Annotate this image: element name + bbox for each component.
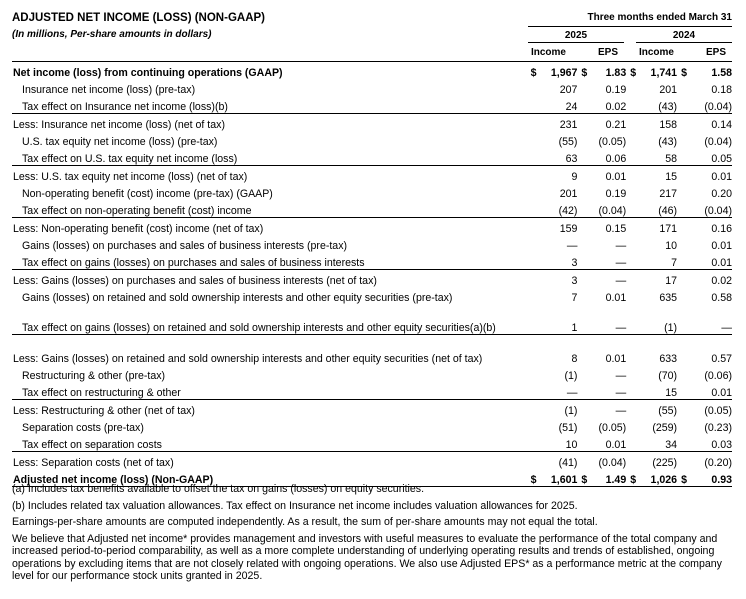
income-2025: 159 — [539, 218, 578, 236]
adjusted-income-explanation: We believe that Adjusted net income* provides management and investors with useful measures to evaluate the performance of the total company and increased period-to-period comparability, as well as a more complete understanding of underlying operating results and trends of established, ongoing operations by excluding items that are not closely related with ongoing operations. We also use Adjusted EPS* as a performance metric at the company level for our performance stock units granted in 2025. — [12, 532, 722, 582]
eps-2024: 0.05 — [711, 153, 732, 165]
currency-symbol — [626, 417, 638, 434]
income-2025: 24 — [565, 101, 578, 113]
eps-2025: 0.01 — [590, 335, 627, 366]
income-2025: (41) — [539, 452, 578, 470]
currency-symbol — [677, 235, 689, 252]
currency-symbol — [626, 434, 638, 452]
eps-2025: 0.01 — [590, 166, 627, 184]
currency-symbol — [677, 417, 689, 434]
eps-2025: — — [615, 257, 627, 269]
income-2025: 207 — [559, 84, 578, 96]
eps-2025: (0.04) — [590, 452, 627, 470]
currency-symbol — [577, 235, 589, 252]
row-label: Tax effect on separation costs — [22, 439, 162, 451]
currency-symbol — [626, 382, 638, 400]
currency-symbol — [577, 252, 589, 270]
currency-symbol — [527, 365, 539, 382]
table-row — [12, 434, 732, 452]
footnote-a: (a) Includes tax benefits available to offset the tax on gains (losses) on equity securities. — [12, 483, 425, 495]
row-label: Non-operating benefit (cost) income (pre-tax) (GAAP) — [22, 188, 273, 200]
currency-symbol — [527, 148, 539, 166]
table-row — [12, 335, 732, 366]
currency-symbol — [626, 335, 638, 366]
row-label: Less: Gains (losses) on retained and sold ownership interests and other equity securities (net of tax) — [12, 335, 527, 366]
eps-2025: — — [615, 240, 627, 252]
year-2025-divider — [528, 42, 624, 43]
eps-2025: 0.19 — [605, 188, 627, 200]
currency-symbol — [527, 287, 539, 304]
eps-2025: 1.83 — [590, 62, 627, 80]
eps-2024: 0.18 — [711, 84, 732, 96]
eps-note: Earnings-per-share amounts are computed independently. As a result, the sum of per-share amounts may not equal the total. — [12, 516, 598, 528]
row-label: U.S. tax equity net income (loss) (pre-tax) — [22, 136, 218, 148]
eps-2025: 0.01 — [605, 292, 627, 304]
currency-symbol — [527, 434, 539, 452]
row-label: Net income (loss) from continuing operations (GAAP) — [12, 62, 527, 80]
currency-symbol — [677, 287, 689, 304]
income-2025: (42) — [558, 205, 578, 217]
income-2025: 7 — [571, 292, 578, 304]
income-2024: (43) — [658, 136, 678, 148]
currency-symbol — [677, 218, 689, 236]
table-row — [12, 166, 732, 184]
eps-2024: (0.20) — [689, 452, 732, 470]
currency-symbol — [626, 287, 638, 304]
currency-symbol — [527, 114, 539, 132]
income-2025: 3 — [571, 257, 578, 269]
currency-symbol — [677, 166, 689, 184]
income-2025: 201 — [559, 188, 578, 200]
row-label: Gains (losses) on retained and sold ownership interests and other equity securities (pre-tax) — [22, 292, 453, 304]
income-2025: 3 — [539, 270, 578, 288]
income-2025: 1 — [571, 322, 578, 334]
currency-symbol — [577, 131, 589, 148]
eps-2024: (0.23) — [704, 422, 732, 434]
eps-2024: 0.01 — [711, 240, 732, 252]
currency-symbol: $ — [626, 62, 638, 80]
eps-2024: (0.04) — [704, 101, 732, 113]
table-row — [12, 183, 732, 200]
currency-symbol — [527, 183, 539, 200]
income-2025: — — [566, 240, 578, 252]
row-label: Gains (losses) on purchases and sales of business interests (pre-tax) — [22, 240, 348, 252]
currency-symbol — [677, 200, 689, 218]
period-header: Three months ended March 31 — [587, 12, 732, 23]
currency-symbol — [677, 434, 689, 452]
currency-symbol — [527, 252, 539, 270]
currency-symbol — [527, 400, 539, 418]
eps-2024: (0.06) — [704, 370, 732, 382]
row-label: Adjusted net income (loss) (Non-GAAP) — [12, 469, 527, 487]
currency-symbol — [577, 400, 589, 418]
row-label: Less: Gains (losses) on purchases and sales of business interests (net of tax) — [12, 270, 527, 288]
eps-2024: (0.04) — [704, 136, 732, 148]
income-2024: 1,741 — [638, 62, 677, 80]
table-row — [12, 200, 732, 218]
eps-2024: (0.05) — [689, 400, 732, 418]
period-divider — [528, 26, 732, 27]
currency-symbol — [677, 365, 689, 382]
eps-2024: 0.16 — [689, 218, 732, 236]
row-label: Tax effect on non-operating benefit (cost) income — [22, 205, 252, 217]
income-2025: — — [566, 387, 578, 399]
currency-symbol — [577, 200, 589, 218]
currency-symbol — [527, 79, 539, 96]
eps-2024: 0.03 — [711, 439, 732, 451]
income-2024: 15 — [665, 387, 678, 399]
eps-2025: 0.19 — [605, 84, 627, 96]
currency-symbol — [677, 79, 689, 96]
currency-symbol — [677, 304, 689, 335]
footnotes — [12, 483, 737, 587]
currency-symbol — [626, 304, 638, 335]
eps-2024: 1.58 — [689, 62, 732, 80]
table-row — [12, 114, 732, 132]
income-2024: 158 — [638, 114, 677, 132]
currency-symbol — [626, 131, 638, 148]
currency-symbol — [577, 382, 589, 400]
currency-symbol — [577, 148, 589, 166]
table-row — [12, 218, 732, 236]
row-label: Tax effect on Insurance net income (loss)(b) — [22, 101, 228, 113]
currency-symbol — [527, 452, 539, 470]
table-row — [12, 62, 732, 80]
currency-symbol — [577, 335, 589, 366]
eps-2025: (0.04) — [598, 205, 627, 217]
table-row — [12, 96, 732, 114]
currency-symbol — [577, 79, 589, 96]
table-row — [12, 79, 732, 96]
currency-symbol — [626, 166, 638, 184]
row-label: Tax effect on gains (losses) on retained and sold ownership interests and other equity securities(a)(b) — [22, 322, 496, 334]
income-2024: (259) — [652, 422, 678, 434]
currency-symbol — [626, 400, 638, 418]
currency-symbol — [527, 200, 539, 218]
currency-symbol — [577, 218, 589, 236]
income-2024: 58 — [665, 153, 678, 165]
currency-symbol — [527, 166, 539, 184]
currency-symbol: $ — [677, 469, 689, 487]
income-2024: (225) — [638, 452, 677, 470]
year-2024-divider — [636, 42, 732, 43]
eps-2025: — — [590, 270, 627, 288]
eps-2024: 0.14 — [689, 114, 732, 132]
eps-2024-header: EPS — [705, 47, 726, 58]
table-row — [12, 304, 732, 335]
eps-2024: 0.57 — [689, 335, 732, 366]
income-2025: (51) — [558, 422, 578, 434]
currency-symbol — [527, 270, 539, 288]
currency-symbol: $ — [527, 62, 539, 80]
eps-2025: 0.21 — [590, 114, 627, 132]
currency-symbol — [677, 96, 689, 114]
table-row — [12, 382, 732, 400]
income-2025: 1,967 — [539, 62, 578, 80]
income-2025: (1) — [564, 370, 578, 382]
income-2024: (1) — [664, 322, 678, 334]
income-2024: 7 — [671, 257, 678, 269]
currency-symbol — [577, 304, 589, 335]
eps-2025: 0.15 — [590, 218, 627, 236]
currency-symbol — [677, 252, 689, 270]
eps-2025: (0.05) — [598, 136, 627, 148]
income-2024: 15 — [638, 166, 677, 184]
row-label: Less: Separation costs (net of tax) — [12, 452, 527, 470]
income-2025: (55) — [558, 136, 578, 148]
currency-symbol — [626, 200, 638, 218]
currency-symbol — [577, 434, 589, 452]
currency-symbol — [626, 79, 638, 96]
currency-symbol — [527, 96, 539, 114]
income-2024: (55) — [638, 400, 677, 418]
eps-2025: 0.06 — [605, 153, 627, 165]
currency-symbol — [577, 270, 589, 288]
currency-symbol — [527, 335, 539, 366]
currency-symbol — [626, 148, 638, 166]
currency-symbol — [577, 417, 589, 434]
eps-2024: — — [721, 322, 732, 334]
currency-symbol — [527, 131, 539, 148]
currency-symbol — [626, 96, 638, 114]
year-2025-header: 2025 — [564, 30, 588, 41]
reconciliation-table — [12, 61, 732, 487]
currency-symbol — [527, 382, 539, 400]
row-label: Less: Restructuring & other (net of tax) — [12, 400, 527, 418]
income-2025: 1,601 — [539, 469, 578, 487]
eps-2025: (0.05) — [598, 422, 627, 434]
currency-symbol — [527, 304, 539, 335]
currency-symbol — [577, 183, 589, 200]
income-2025: 10 — [565, 439, 578, 451]
currency-symbol — [577, 452, 589, 470]
row-label: Less: Insurance net income (loss) (net of tax) — [12, 114, 527, 132]
currency-symbol — [677, 382, 689, 400]
eps-2024: 0.01 — [711, 387, 732, 399]
eps-2024: (0.04) — [704, 205, 732, 217]
income-2025: (1) — [539, 400, 578, 418]
currency-symbol — [677, 335, 689, 366]
eps-2024: 0.01 — [689, 166, 732, 184]
currency-symbol: $ — [677, 62, 689, 80]
income-2024: 1,026 — [638, 469, 677, 487]
eps-2025: — — [615, 387, 627, 399]
currency-symbol — [527, 218, 539, 236]
eps-2024: 0.93 — [689, 469, 732, 487]
report-title: ADJUSTED NET INCOME (LOSS) (NON-GAAP) — [12, 12, 265, 24]
eps-2025: — — [615, 322, 627, 334]
report-subtitle: (In millions, Per-share amounts in dollars) — [12, 29, 212, 40]
currency-symbol — [626, 252, 638, 270]
row-label: Tax effect on gains (losses) on purchases and sales of business interests — [22, 257, 365, 269]
row-label: Less: U.S. tax equity net income (loss) (net of tax) — [12, 166, 527, 184]
currency-symbol — [677, 452, 689, 470]
currency-symbol — [626, 365, 638, 382]
currency-symbol: $ — [577, 469, 589, 487]
currency-symbol — [677, 183, 689, 200]
income-2024: (70) — [658, 370, 678, 382]
currency-symbol: $ — [527, 469, 539, 487]
currency-symbol — [577, 365, 589, 382]
income-2024: 635 — [659, 292, 678, 304]
eps-2025: — — [590, 400, 627, 418]
table-row — [12, 252, 732, 270]
currency-symbol — [626, 114, 638, 132]
income-2024: 633 — [638, 335, 677, 366]
income-2025: 231 — [539, 114, 578, 132]
currency-symbol: $ — [577, 62, 589, 80]
income-2024: (46) — [658, 205, 678, 217]
eps-2024: 0.20 — [711, 188, 732, 200]
currency-symbol — [527, 235, 539, 252]
income-2025-header: Income — [530, 47, 566, 58]
currency-symbol — [626, 270, 638, 288]
table-row — [12, 452, 732, 470]
currency-symbol — [626, 218, 638, 236]
currency-symbol — [527, 417, 539, 434]
eps-2024: 0.01 — [711, 257, 732, 269]
currency-symbol: $ — [626, 469, 638, 487]
income-2024-header: Income — [638, 47, 674, 58]
currency-symbol — [577, 166, 589, 184]
income-2024: 217 — [659, 188, 678, 200]
income-2024: (43) — [658, 101, 678, 113]
row-label: Less: Non-operating benefit (cost) income (net of tax) — [12, 218, 527, 236]
currency-symbol — [677, 270, 689, 288]
row-label: Tax effect on U.S. tax equity net income (loss) — [22, 153, 238, 165]
table-row — [12, 270, 732, 288]
currency-symbol — [677, 148, 689, 166]
income-2025: 63 — [565, 153, 578, 165]
table-row — [12, 287, 732, 304]
income-2025: 8 — [539, 335, 578, 366]
row-label: Insurance net income (loss) (pre-tax) — [22, 84, 196, 96]
table-row — [12, 365, 732, 382]
eps-2025-header: EPS — [597, 47, 618, 58]
eps-2025: 1.49 — [590, 469, 627, 487]
eps-2025: — — [615, 370, 627, 382]
eps-2024: 0.02 — [689, 270, 732, 288]
currency-symbol — [577, 114, 589, 132]
footnote-b: (b) Includes related tax valuation allowances. Tax effect on Insurance net income includes valuation allowances for 2025. — [12, 499, 578, 512]
currency-symbol — [626, 235, 638, 252]
currency-symbol — [677, 114, 689, 132]
eps-2024: 0.58 — [711, 292, 732, 304]
income-2024: 201 — [659, 84, 678, 96]
table-row — [12, 400, 732, 418]
table-row — [12, 131, 732, 148]
eps-2025: 0.01 — [605, 439, 627, 451]
row-label: Separation costs (pre-tax) — [22, 422, 144, 434]
currency-symbol — [677, 400, 689, 418]
income-2024: 34 — [665, 439, 678, 451]
year-2024-header: 2024 — [672, 30, 696, 41]
currency-symbol — [577, 96, 589, 114]
eps-2025: 0.02 — [605, 101, 627, 113]
row-label: Tax effect on restructuring & other — [22, 387, 181, 399]
income-2024: 10 — [665, 240, 678, 252]
table-row — [12, 235, 732, 252]
row-label: Restructuring & other (pre-tax) — [22, 370, 166, 382]
income-2025: 9 — [539, 166, 578, 184]
currency-symbol — [677, 131, 689, 148]
table-row — [12, 148, 732, 166]
currency-symbol — [626, 452, 638, 470]
currency-symbol — [577, 287, 589, 304]
currency-symbol — [626, 183, 638, 200]
income-2024: 17 — [638, 270, 677, 288]
table-row — [12, 417, 732, 434]
income-2024: 171 — [638, 218, 677, 236]
